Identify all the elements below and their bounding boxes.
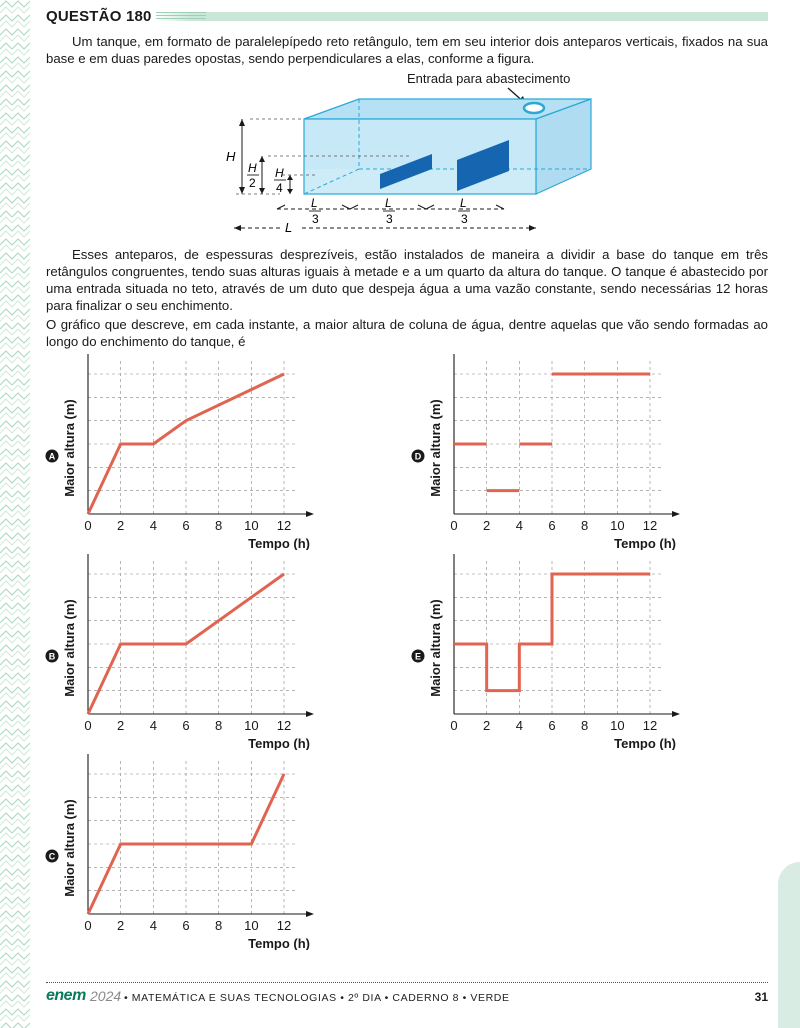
x-axis-label: Tempo (h) xyxy=(248,936,310,950)
page-edge-tab xyxy=(778,862,800,1028)
question-body: Esses anteparos, de espessuras desprezíveis, estão instalados de maneira a dividir a base do tanque em três retângulos congruentes, tendo suas alturas iguais à metade e a um quarto da altura do tanque. O tanque é abastecido por uma entrada situada no teto, através de um duto que despeja água a uma vazão constante, sendo necessárias 12 horas para finalizar o seu enchimento. xyxy=(46,247,768,313)
label-h: H xyxy=(226,149,236,164)
y-axis-label: Maior altura (m) xyxy=(62,799,77,897)
footer-brand: enem xyxy=(46,987,86,1004)
footer-rule xyxy=(46,982,768,983)
x-tick-label: 6 xyxy=(182,718,190,733)
label-h4-num: H xyxy=(275,166,284,180)
tank-figure xyxy=(220,68,600,238)
x-tick-label: 4 xyxy=(515,718,523,733)
series-line xyxy=(454,574,650,691)
footer-text: • MATEMÁTICA E SUAS TECNOLOGIAS • 2º DIA • CADERNO 8 • VERDE xyxy=(124,992,510,1004)
x-tick-label: 2 xyxy=(117,718,125,733)
x-tick-label: 8 xyxy=(215,718,223,733)
label-h2-num: H xyxy=(248,161,257,175)
x-tick-label: 10 xyxy=(244,918,259,933)
y-axis-label: Maior altura (m) xyxy=(428,399,443,497)
label-l3-1-den: 3 xyxy=(312,212,319,226)
label-h4-den: 4 xyxy=(276,181,283,195)
x-tick-label: 12 xyxy=(642,518,658,533)
x-tick-label: 10 xyxy=(610,718,625,733)
header-decor-bar xyxy=(156,12,768,21)
page-footer xyxy=(46,982,768,1012)
label-l3-3-num: L xyxy=(460,196,467,210)
question-intro: Um tanque, em formato de paralelepípedo reto retângulo, tem em seu interior dois anteparos verticais, fixados na sua base e em duas paredes opostas, sendo perpendiculares a elas, conforme a figura. xyxy=(46,34,768,66)
label-l3-3-den: 3 xyxy=(461,212,468,226)
x-tick-label: 8 xyxy=(581,718,589,733)
label-l3-2-den: 3 xyxy=(386,212,393,226)
x-tick-label: 12 xyxy=(276,918,292,933)
x-tick-label: 10 xyxy=(610,518,625,533)
chart-option-a[interactable] xyxy=(34,354,334,550)
x-axis-label: Tempo (h) xyxy=(248,736,310,750)
y-axis-label: Maior altura (m) xyxy=(62,399,77,497)
option-letter: A xyxy=(48,451,56,462)
x-tick-label: 6 xyxy=(182,518,190,533)
x-tick-label: 0 xyxy=(450,718,458,733)
x-axis-arrow xyxy=(672,711,680,717)
x-axis-label: Tempo (h) xyxy=(614,736,676,750)
option-letter: D xyxy=(414,451,422,462)
x-axis-arrow xyxy=(306,711,314,717)
x-tick-label: 0 xyxy=(450,518,458,533)
x-tick-label: 10 xyxy=(244,718,259,733)
question-header xyxy=(46,6,768,26)
x-tick-label: 4 xyxy=(515,518,523,533)
x-tick-label: 6 xyxy=(548,718,556,733)
question-title: QUESTÃO 180 xyxy=(46,8,152,25)
x-tick-label: 0 xyxy=(84,718,92,733)
label-h2-den: 2 xyxy=(249,176,256,190)
x-axis-arrow xyxy=(306,911,314,917)
x-tick-label: 4 xyxy=(149,718,157,733)
x-tick-label: 8 xyxy=(215,918,223,933)
decorative-side-pattern xyxy=(0,0,30,1028)
x-axis-label: Tempo (h) xyxy=(248,536,310,550)
x-axis-arrow xyxy=(306,511,314,517)
x-axis-arrow xyxy=(672,511,680,517)
x-tick-label: 2 xyxy=(117,918,125,933)
x-tick-label: 4 xyxy=(149,918,157,933)
option-letter: E xyxy=(414,651,422,662)
option-letter: B xyxy=(48,651,56,662)
x-tick-label: 10 xyxy=(244,518,259,533)
chart-option-d[interactable] xyxy=(400,354,700,550)
chart-option-c[interactable] xyxy=(34,754,334,950)
x-tick-label: 8 xyxy=(215,518,223,533)
y-axis-label: Maior altura (m) xyxy=(428,599,443,697)
x-tick-label: 2 xyxy=(117,518,125,533)
x-tick-label: 6 xyxy=(548,518,556,533)
x-tick-label: 6 xyxy=(182,918,190,933)
x-tick-label: 12 xyxy=(276,718,292,733)
x-tick-label: 0 xyxy=(84,918,92,933)
inlet-label: Entrada para abastecimento xyxy=(407,71,571,86)
x-tick-label: 8 xyxy=(581,518,589,533)
x-tick-label: 12 xyxy=(276,518,292,533)
label-l: L xyxy=(285,220,293,235)
chart-option-b[interactable] xyxy=(34,554,334,750)
page-number: 31 xyxy=(754,990,768,1004)
inlet-ring xyxy=(524,103,544,113)
question-prompt: O gráfico que descreve, em cada instante, a maior altura de coluna de água, dentre aquelas que vão sendo formadas ao longo do enchimento do tanque, é xyxy=(46,317,768,349)
option-letter: C xyxy=(48,851,56,862)
x-tick-label: 12 xyxy=(642,718,658,733)
x-tick-label: 4 xyxy=(149,518,157,533)
x-tick-label: 0 xyxy=(84,518,92,533)
label-l3-2-num: L xyxy=(385,196,392,210)
x-axis-label: Tempo (h) xyxy=(614,536,676,550)
x-tick-label: 2 xyxy=(483,518,491,533)
y-axis-label: Maior altura (m) xyxy=(62,599,77,697)
header-decor-lines xyxy=(156,12,206,21)
label-l3-1-num: L xyxy=(311,196,318,210)
x-tick-label: 2 xyxy=(483,718,491,733)
footer-year: 2024 xyxy=(90,988,122,1004)
chart-option-e[interactable] xyxy=(400,554,700,750)
